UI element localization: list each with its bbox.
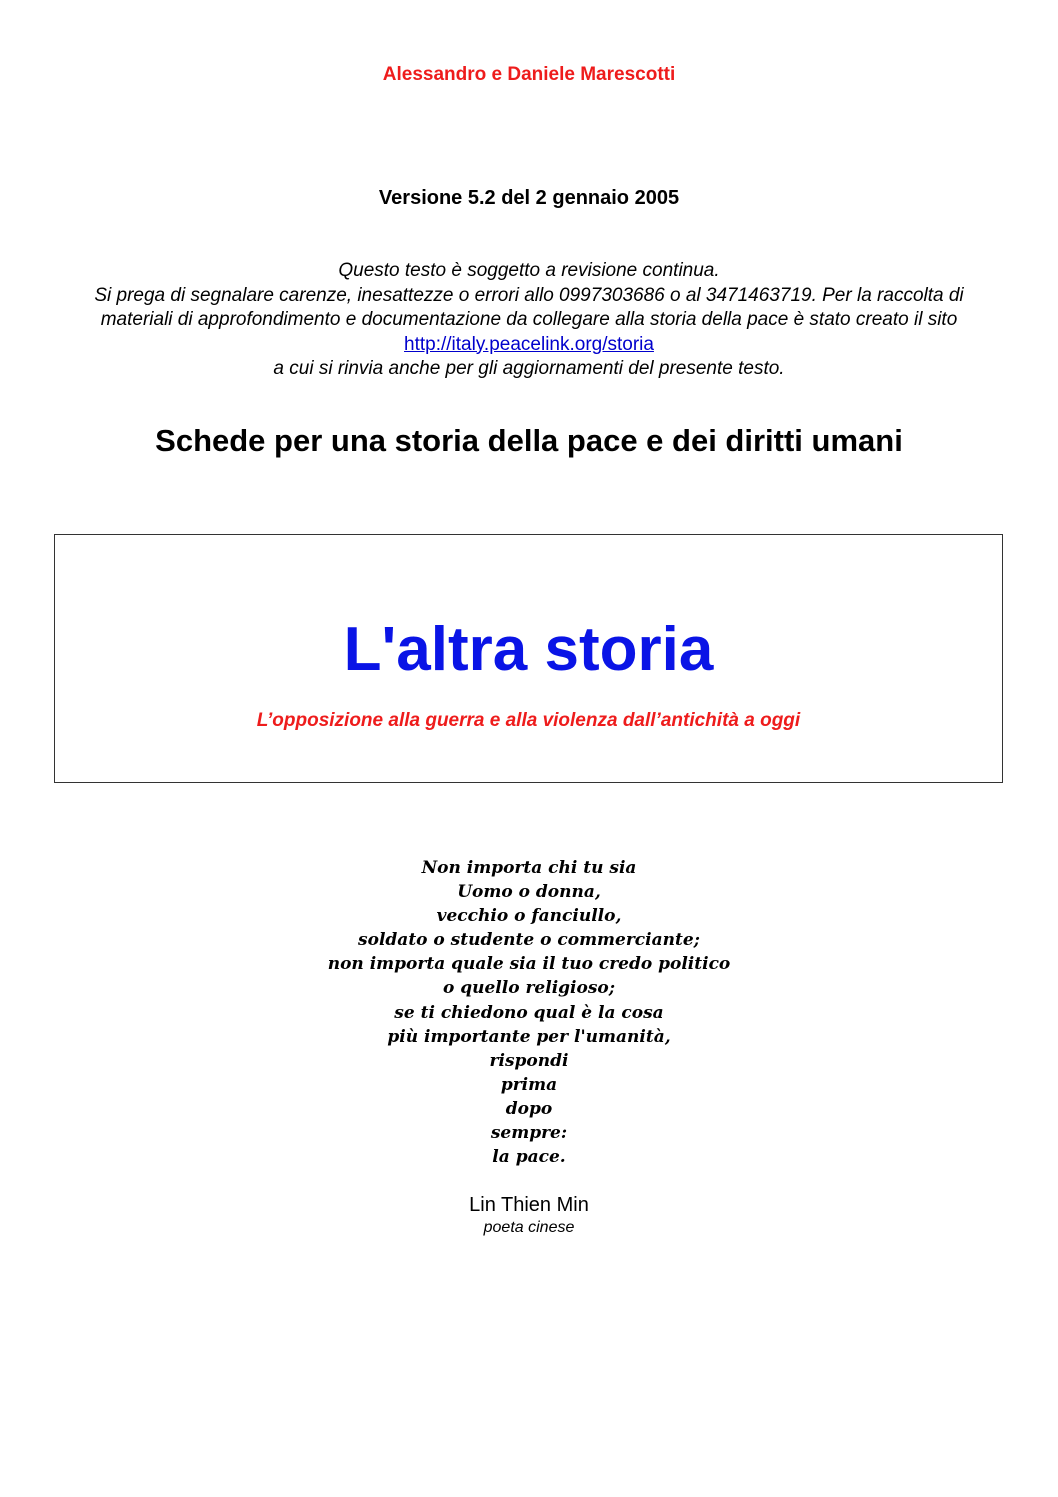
main-subtitle: L’opposizione alla guerra e alla violenza dall’antichità a oggi: [256, 710, 801, 731]
storia-site-link[interactable]: http://italy.peacelink.org/storia: [404, 333, 654, 355]
authors-line: Alessandro e Daniele Marescotti: [382, 64, 676, 85]
revision-notice: [70, 259, 988, 382]
notice-paragraph: [70, 284, 988, 358]
main-title: L'altra storia: [343, 615, 714, 684]
poem-line: più importante per l'umanità,: [387, 1026, 671, 1047]
poem-line: rispondi: [489, 1050, 569, 1071]
poem-author-description: poeta cinese: [483, 1219, 575, 1236]
poem-line: se ti chiedono qual è la cosa: [394, 1002, 664, 1023]
poem-author: Lin Thien Min: [469, 1194, 589, 1216]
poem-line: sempre:: [490, 1123, 568, 1144]
version-line: Versione 5.2 del 2 gennaio 2005: [378, 187, 680, 209]
poem-line: Uomo o donna,: [457, 882, 601, 903]
poem-line: non importa quale sia il tuo credo politico: [327, 954, 731, 975]
poem-line: soldato o studente o commerciante;: [358, 930, 700, 951]
poem-line: dopo: [505, 1098, 553, 1119]
notice-line-updates: a cui si rinvia anche per gli aggiornamenti del presente testo.: [273, 358, 785, 379]
poem-line: Non importa chi tu sia: [421, 858, 637, 878]
title-box: [54, 534, 1003, 783]
poem-line: o quello religioso;: [442, 978, 616, 999]
poem-line: vecchio o fanciullo,: [436, 906, 622, 927]
poem: [0, 856, 1058, 1169]
poem-line: prima: [500, 1074, 558, 1095]
series-title: Schede per una storia della pace e dei diritti umani: [155, 423, 903, 458]
notice-line-revision: Questo testo è soggetto a revisione continua.: [338, 260, 720, 281]
poem-line: la pace.: [492, 1147, 566, 1168]
notice-text: Si prega di segnalare carenze, inesattezze o errori allo 0997303686 o al 3471463719. Per la raccolta di materiali di approfondimento e documentazione da collegare alla storia della pace è stato creato il sito: [94, 284, 964, 330]
